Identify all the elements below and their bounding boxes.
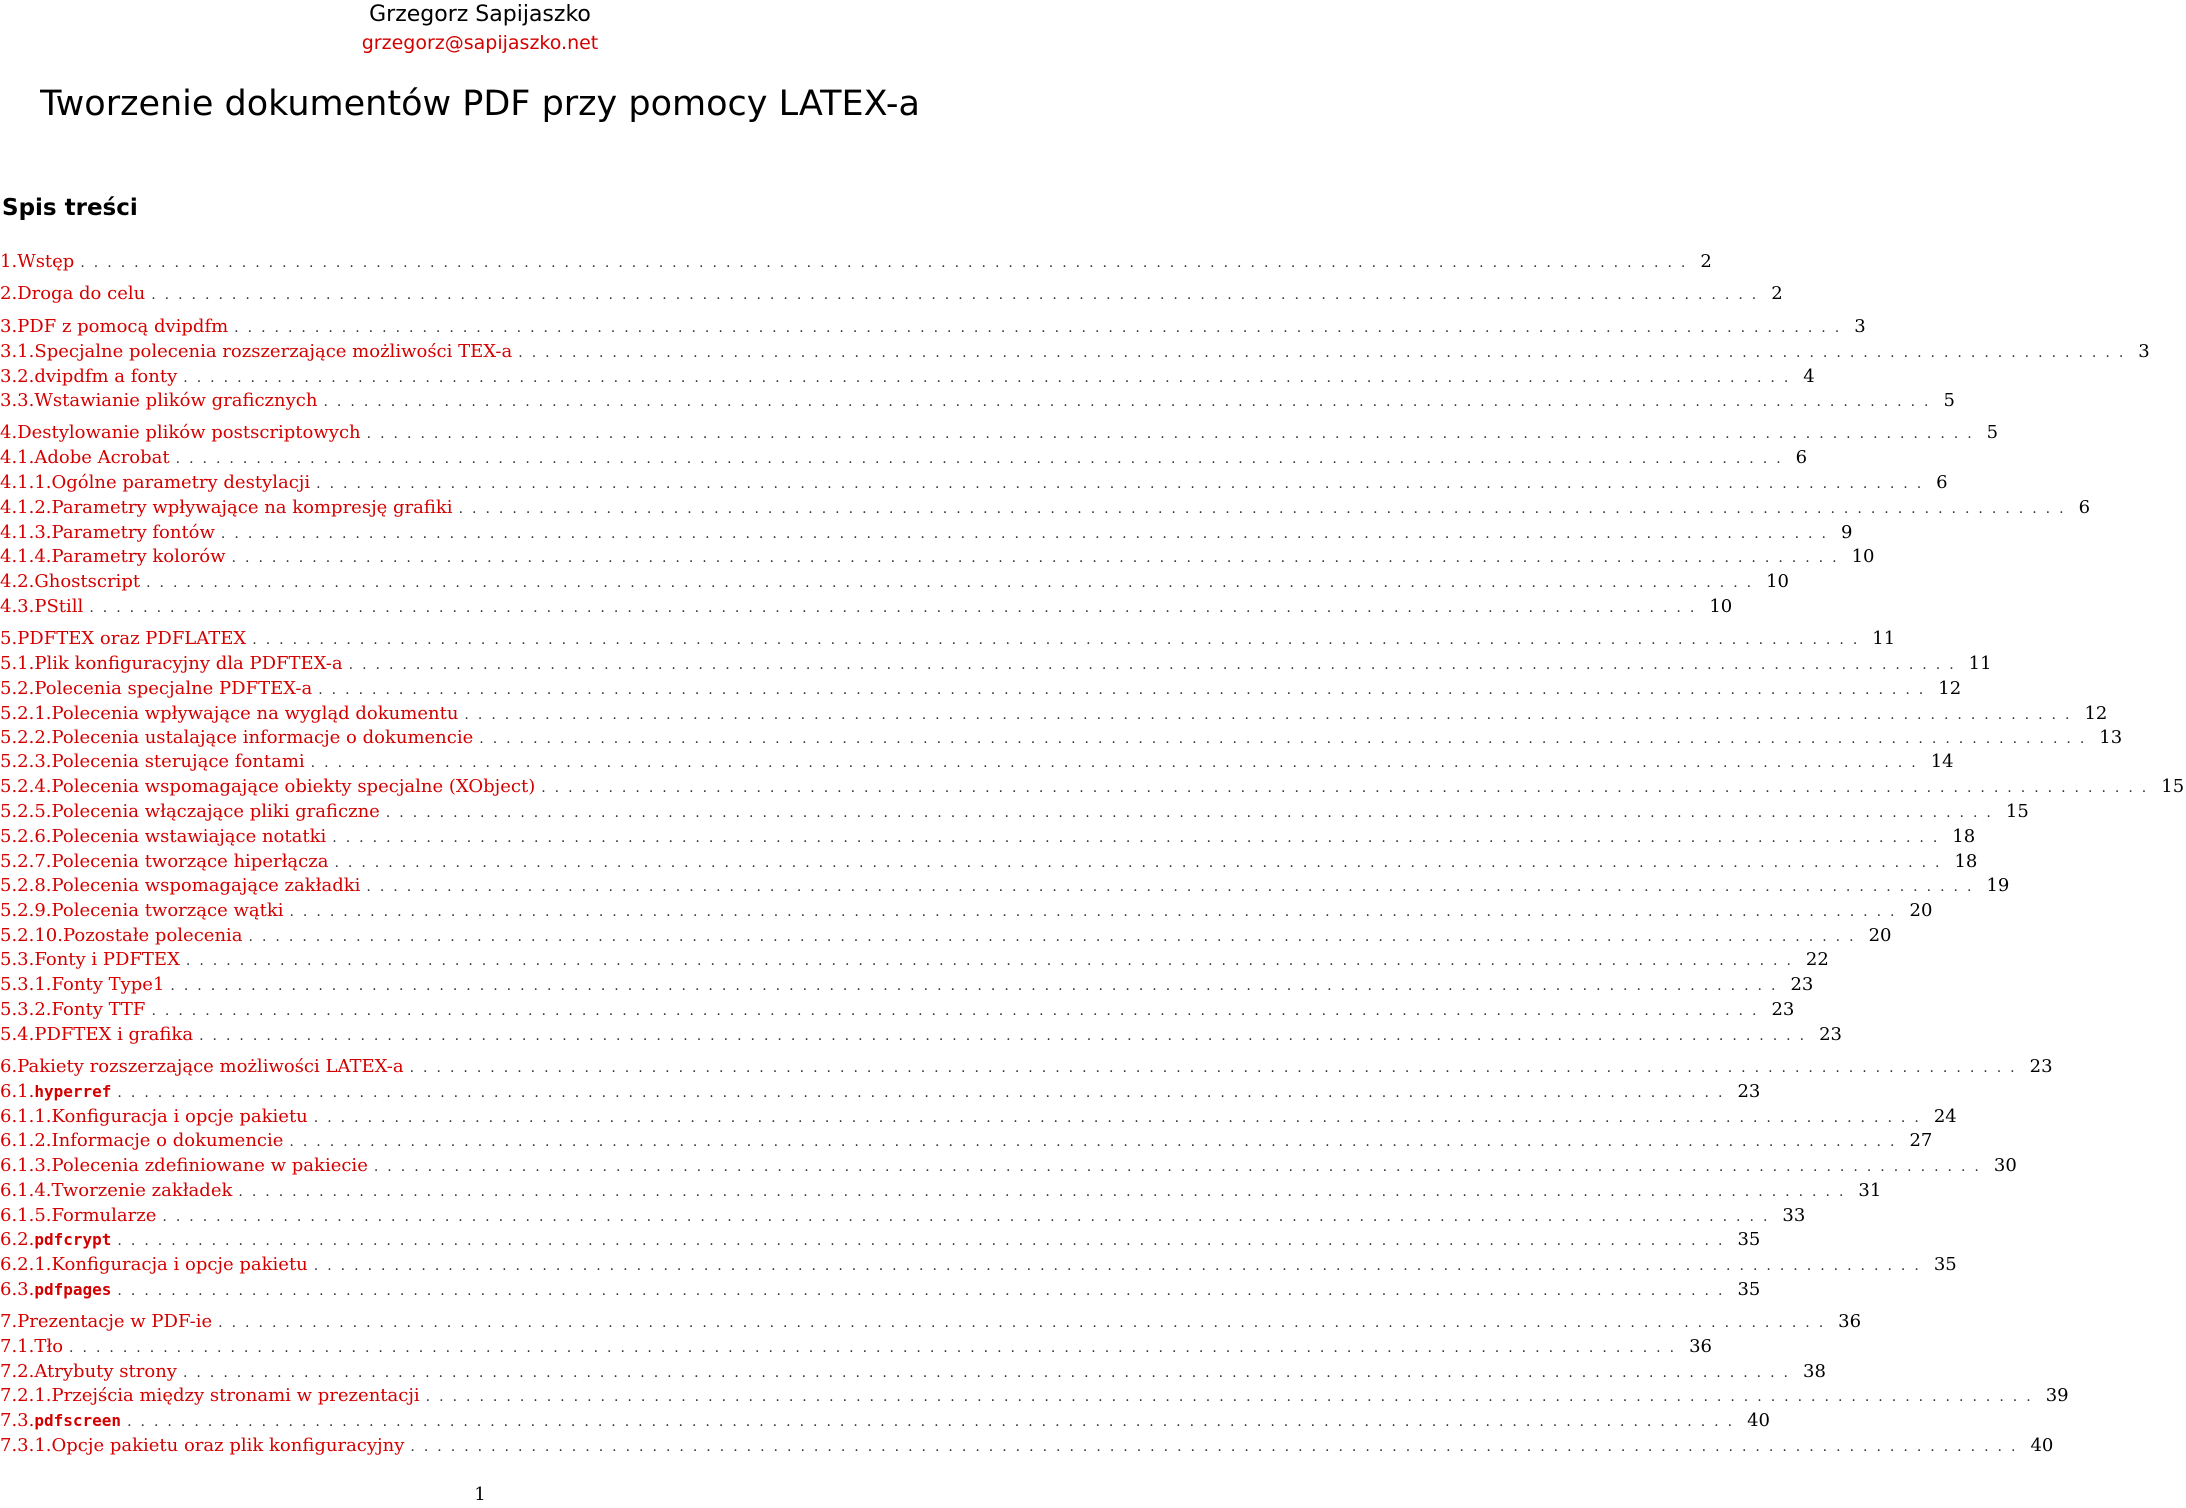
- toc-entry[interactable]: [0, 1179, 1882, 1203]
- toc-leader-dots: ........................................................................................................................: [234, 320, 1849, 336]
- toc-entry-number[interactable]: 5.2.: [0, 678, 35, 699]
- toc-entry[interactable]: [0, 1080, 1761, 1104]
- toc-entry[interactable]: [0, 545, 1875, 569]
- toc-entry-number[interactable]: 7.: [0, 1311, 18, 1332]
- toc-entry-number[interactable]: 3.3.: [0, 390, 35, 411]
- toc-leader-dots: ........................................................................................................................: [117, 1085, 1732, 1101]
- toc-entry[interactable]: [0, 1360, 1826, 1384]
- author-email-link[interactable]: grzegorz@sapijaszko.net: [361, 32, 599, 54]
- toc-leader-dots: ........................................................................................................................: [175, 451, 1790, 467]
- toc-leader-dots: ........................................................................................................................: [151, 1003, 1766, 1019]
- toc-entry-number[interactable]: 5.3.: [0, 949, 35, 970]
- toc-entry-title[interactable]: Polecenia wspomagające zakładki: [51, 875, 361, 896]
- toc-leader-dots: ........................................................................................................................: [518, 345, 2133, 361]
- toc-entry-title[interactable]: Parametry wpływające na kompresję grafiki: [51, 497, 453, 518]
- toc-entry-page[interactable]: 22: [1805, 949, 1829, 970]
- toc-entry-number[interactable]: 3.: [0, 316, 18, 337]
- toc-leader-dots: ........................................................................................................................: [479, 731, 2094, 747]
- toc-entry-number[interactable]: 7.3.: [0, 1410, 35, 1431]
- toc-entry-page[interactable]: 5: [1943, 390, 1955, 411]
- toc-entry-page[interactable]: 13: [2099, 727, 2123, 748]
- toc-entry-title[interactable]: pdfcrypt: [34, 1230, 112, 1249]
- toc-entry[interactable]: [0, 496, 2091, 520]
- toc-entry[interactable]: [0, 1384, 2069, 1408]
- toc-entry-page[interactable]: 23: [1737, 1081, 1761, 1102]
- toc-leader-dots: ........................................................................................................................: [464, 707, 2079, 723]
- toc-leader-dots: ........................................................................................................................: [409, 1060, 2024, 1076]
- toc-entry-number[interactable]: 6.1.1.: [0, 1106, 52, 1127]
- toc-entry[interactable]: [0, 365, 1815, 389]
- toc-entry-number[interactable]: 3.2.: [0, 366, 35, 387]
- page-number: 1: [474, 1484, 486, 1505]
- toc-entry-number[interactable]: 6.1.5.: [0, 1205, 52, 1226]
- toc-entry[interactable]: [0, 1023, 1842, 1047]
- toc-entry-page[interactable]: 10: [1709, 596, 1733, 617]
- toc-entry-title[interactable]: Polecenia wstawiające notatki: [51, 826, 327, 847]
- toc-entry-page[interactable]: 20: [1868, 925, 1892, 946]
- toc-entry-title[interactable]: Destylowanie plików postscriptowych: [17, 422, 361, 443]
- toc-entry-number[interactable]: 2.: [0, 283, 18, 304]
- toc-entry-page[interactable]: 11: [1968, 653, 1992, 674]
- toc-entry-title[interactable]: Polecenia wpływające na wygląd dokumentu: [51, 703, 459, 724]
- toc-entry-number[interactable]: 6.1.: [0, 1081, 35, 1102]
- toc-entry[interactable]: [0, 726, 2123, 750]
- toc-entry-number[interactable]: 5.2.5.: [0, 801, 52, 822]
- toc-leader-dots: ........................................................................................................................: [248, 929, 1863, 945]
- toc-leader-dots: ........................................................................................................................: [238, 1184, 1853, 1200]
- toc-entry-page[interactable]: 12: [1938, 678, 1962, 699]
- toc-entry-page[interactable]: 40: [1747, 1410, 1770, 1431]
- toc-entry[interactable]: [0, 825, 1976, 849]
- toc-entry[interactable]: [0, 973, 1814, 997]
- toc-entry-number[interactable]: 5.2.8.: [0, 875, 52, 896]
- toc-entry-page[interactable]: 10: [1766, 571, 1790, 592]
- toc-leader-dots: ........................................................................................................................: [127, 1414, 1742, 1430]
- toc-entry[interactable]: [0, 1434, 2054, 1458]
- author-name: Grzegorz Sapijaszko: [369, 2, 591, 27]
- toc-entry-page[interactable]: 5: [1986, 422, 1999, 443]
- toc-leader-dots: ........................................................................................................................: [170, 978, 1785, 994]
- toc-leader-dots: ........................................................................................................................: [117, 1233, 1732, 1249]
- toc-entry-number[interactable]: 5.2.7.: [0, 851, 52, 872]
- toc-leader-dots: ........................................................................................................................: [289, 904, 1904, 920]
- toc-entry-title[interactable]: Polecenia tworzące wątki: [51, 900, 284, 921]
- toc-leader-dots: ........................................................................................................................: [334, 855, 1949, 871]
- toc-entry-title[interactable]: Fonty Type1: [51, 974, 165, 995]
- toc-entry-page[interactable]: 10: [1851, 546, 1875, 567]
- toc-entry-number[interactable]: 6.3.: [0, 1279, 35, 1300]
- toc-leader-dots: ........................................................................................................................: [366, 879, 1981, 895]
- toc-entry-page[interactable]: 15: [2161, 776, 2185, 797]
- toc-entry[interactable]: [0, 340, 2150, 364]
- toc-entry-number[interactable]: 5.2.1.: [0, 703, 52, 724]
- toc-leader-dots: ........................................................................................................................: [151, 287, 1766, 303]
- toc-entry[interactable]: [0, 998, 1795, 1022]
- toc-entry-number[interactable]: 5.2.6.: [0, 826, 52, 847]
- toc-entry-page[interactable]: 11: [1872, 628, 1896, 649]
- toc-entry-number[interactable]: 4.1.2.: [0, 497, 52, 518]
- toc-entry-number[interactable]: 4.1.3.: [0, 522, 52, 543]
- toc-entry-number[interactable]: 6.1.4.: [0, 1180, 52, 1201]
- toc-entry-page[interactable]: 30: [1993, 1155, 2017, 1176]
- toc-leader-dots: ........................................................................................................................: [310, 755, 1925, 771]
- toc-leader-dots: ........................................................................................................................: [410, 1439, 2025, 1455]
- toc-entry-page[interactable]: 2: [1700, 251, 1712, 272]
- toc-entry-page[interactable]: 38: [1803, 1361, 1826, 1382]
- toc-entry[interactable]: [0, 702, 2108, 726]
- toc-entry-title[interactable]: PStill: [34, 596, 84, 617]
- toc-entry-title[interactable]: Polecenia sterujące fontami: [51, 751, 305, 772]
- toc-entry-number[interactable]: 4.1.1.: [0, 472, 52, 493]
- toc-entry[interactable]: [0, 750, 1954, 774]
- toc-leader-dots: ........................................................................................................................: [162, 1209, 1777, 1225]
- toc-entry-title[interactable]: Wstęp: [17, 251, 75, 272]
- toc-entry[interactable]: [0, 250, 1712, 274]
- toc-entry-number[interactable]: 4.3.: [0, 596, 35, 617]
- toc-entry[interactable]: [0, 677, 1962, 701]
- toc-entry-title[interactable]: Droga do celu: [17, 283, 146, 304]
- toc-entry[interactable]: [0, 595, 1733, 619]
- toc-entry[interactable]: [0, 1335, 1712, 1359]
- toc-entry-title[interactable]: Polecenia zdefiniowane w pakiecie: [51, 1155, 368, 1176]
- toc-entry-title[interactable]: Polecenia specjalne PDFTEX-a: [34, 678, 313, 699]
- toc-entry-title[interactable]: Formularze: [51, 1205, 157, 1226]
- toc-entry-page[interactable]: 6: [1795, 447, 1808, 468]
- toc-entry-title[interactable]: Pakiety rozszerzające możliwości LATEX-a: [17, 1056, 404, 1077]
- toc-entry-number[interactable]: 5.2.10.: [0, 925, 63, 946]
- toc-entry-page[interactable]: 31: [1858, 1180, 1882, 1201]
- toc-entry[interactable]: [0, 1228, 1761, 1252]
- toc-entry-page[interactable]: 36: [1838, 1311, 1862, 1332]
- toc-entry-title[interactable]: Fonty i PDFTEX: [34, 949, 180, 970]
- toc-entry[interactable]: [0, 1253, 1957, 1277]
- toc-entry-page[interactable]: 33: [1782, 1205, 1806, 1226]
- toc-leader-dots: ........................................................................................................................: [316, 476, 1931, 492]
- toc-entry-number[interactable]: 5.2.2.: [0, 727, 52, 748]
- toc-entry-title[interactable]: Wstawianie plików graficznych: [34, 390, 318, 411]
- toc-entry-title[interactable]: Ogólne parametry destylacji: [51, 472, 311, 493]
- toc-entry-number[interactable]: 4.2.: [0, 571, 35, 592]
- toc-entry-page[interactable]: 35: [1933, 1254, 1957, 1275]
- toc-leader-dots: ........................................................................................................................: [220, 526, 1835, 542]
- toc-entry-title[interactable]: Fonty TTF: [51, 999, 146, 1020]
- toc-entry-number[interactable]: 5.1.: [0, 653, 35, 674]
- toc-entry-page[interactable]: 23: [1790, 974, 1814, 995]
- document-title: Tworzenie dokumentów PDF przy pomocy LATEX-a: [40, 84, 920, 124]
- toc-entry-number[interactable]: 7.2.: [0, 1361, 35, 1382]
- toc-entry[interactable]: [0, 1129, 1933, 1153]
- toc-entry-number[interactable]: 5.2.9.: [0, 900, 52, 921]
- toc-entry-title[interactable]: Polecenia ustalające informacje o dokumencie: [51, 727, 474, 748]
- toc-entry-page[interactable]: 6: [1936, 472, 1948, 493]
- toc-entry-title[interactable]: Prezentacje w PDF-ie: [17, 1311, 213, 1332]
- toc-entry-page[interactable]: 2: [1771, 283, 1783, 304]
- toc-entry-number[interactable]: 7.1.: [0, 1336, 35, 1357]
- toc-entry[interactable]: [0, 1055, 2053, 1079]
- toc-entry-title[interactable]: Konfiguracja i opcje pakietu: [51, 1106, 308, 1127]
- toc-entry-page[interactable]: 36: [1689, 1336, 1712, 1357]
- toc-entry-title[interactable]: PDFTEX i grafika: [34, 1024, 194, 1045]
- toc-entry-title[interactable]: Parametry kolorów: [51, 546, 226, 567]
- toc-entry-page[interactable]: 39: [2045, 1385, 2069, 1406]
- toc-entry-title[interactable]: PDF z pomocą dvipdfm: [17, 316, 229, 337]
- toc-entry-page[interactable]: 18: [1952, 826, 1976, 847]
- toc-entry-page[interactable]: 3: [2138, 341, 2150, 362]
- toc-entry[interactable]: [0, 1310, 1862, 1334]
- toc-leader-dots: ........................................................................................................................: [183, 370, 1798, 386]
- toc-entry-title[interactable]: Polecenia wspomagające obiekty specjalne (XObject): [51, 776, 536, 797]
- toc-entry[interactable]: [0, 521, 1853, 545]
- toc-entry-title[interactable]: Polecenia włączające pliki graficzne: [51, 801, 380, 822]
- toc-entry-page[interactable]: 19: [1986, 875, 2010, 896]
- toc-entry-page[interactable]: 23: [1771, 999, 1795, 1020]
- toc-entry-page[interactable]: 3: [1854, 316, 1866, 337]
- toc-entry-title[interactable]: pdfscreen: [34, 1411, 122, 1430]
- toc-entry-number[interactable]: 7.2.1.: [0, 1385, 52, 1406]
- toc-entry-number[interactable]: 5.3.2.: [0, 999, 52, 1020]
- toc-leader-dots: ........................................................................................................................: [458, 501, 2073, 517]
- toc-entry-page[interactable]: 9: [1840, 522, 1853, 543]
- toc-entry[interactable]: [0, 471, 1948, 495]
- toc-entry-number[interactable]: 1.: [0, 251, 18, 272]
- toc-leader-dots: ........................................................................................................................: [89, 600, 1704, 616]
- toc-entry[interactable]: [0, 652, 1992, 676]
- toc-entry-number[interactable]: 5.2.4.: [0, 776, 52, 797]
- toc-leader-dots: ........................................................................................................................: [313, 1258, 1928, 1274]
- toc-entry-number[interactable]: 5.: [0, 628, 18, 649]
- toc-leader-dots: ........................................................................................................................: [313, 1110, 1928, 1126]
- toc-entry-title[interactable]: Ghostscript: [34, 571, 141, 592]
- toc-entry[interactable]: [0, 627, 1896, 651]
- toc-entry[interactable]: [0, 446, 1808, 470]
- toc-entry-title[interactable]: Parametry fontów: [51, 522, 215, 543]
- toc-entry[interactable]: [0, 1105, 1957, 1129]
- toc-leader-dots: ........................................................................................................................: [373, 1159, 1988, 1175]
- toc-leader-dots: ........................................................................................................................: [182, 1365, 1797, 1381]
- toc-entry-number[interactable]: 5.3.1.: [0, 974, 52, 995]
- toc-entry[interactable]: [0, 570, 1790, 594]
- toc-entry-title[interactable]: Adobe Acrobat: [34, 447, 170, 468]
- toc-entry-page[interactable]: 40: [2030, 1435, 2054, 1456]
- toc-leader-dots: ........................................................................................................................: [318, 682, 1933, 698]
- toc-entry-title[interactable]: Opcje pakietu oraz plik konfiguracyjny: [51, 1435, 405, 1456]
- toc-leader-dots: ........................................................................................................................: [252, 632, 1867, 648]
- toc-entry[interactable]: [0, 775, 2185, 799]
- toc-leader-dots: ........................................................................................................................: [541, 780, 2156, 796]
- toc-entry-title[interactable]: Plik konfiguracyjny dla PDFTEX-a: [34, 653, 343, 674]
- toc-entry-title[interactable]: pdfpages: [34, 1280, 112, 1299]
- toc-entry[interactable]: [0, 1154, 2017, 1178]
- toc-leader-dots: ........................................................................................................................: [385, 805, 2000, 821]
- toc-entry[interactable]: [0, 1278, 1761, 1302]
- toc-entry[interactable]: [0, 800, 2029, 824]
- toc-entry-page[interactable]: 23: [1819, 1024, 1842, 1045]
- toc-entry-number[interactable]: 6.1.2.: [0, 1130, 52, 1151]
- toc-entry-title[interactable]: Tło: [34, 1336, 64, 1357]
- toc-entry-number[interactable]: 5.2.3.: [0, 751, 52, 772]
- toc-entry-title[interactable]: Specjalne polecenia rozszerzające możliwości TEX-a: [34, 341, 513, 362]
- toc-entry-number[interactable]: 6.2.: [0, 1229, 35, 1250]
- toc-entry-page[interactable]: 14: [1930, 751, 1954, 772]
- toc-entry-page[interactable]: 20: [1909, 900, 1933, 921]
- toc-entry-page[interactable]: 27: [1909, 1130, 1933, 1151]
- toc-leader-dots: ........................................................................................................................: [199, 1028, 1814, 1044]
- toc-entry-number[interactable]: 3.1.: [0, 341, 35, 362]
- toc-entry[interactable]: [0, 282, 1783, 306]
- toc-entry-title[interactable]: hyperref: [34, 1082, 112, 1101]
- toc-leader-dots: ........................................................................................................................: [185, 953, 1800, 969]
- toc-entry-title[interactable]: Atrybuty strony: [34, 1361, 177, 1382]
- toc-entry[interactable]: [0, 899, 1933, 923]
- toc-leader-dots: ........................................................................................................................: [231, 550, 1846, 566]
- toc-entry[interactable]: [0, 315, 1866, 339]
- toc-entry-number[interactable]: 6.2.1.: [0, 1254, 52, 1275]
- toc-leader-dots: ........................................................................................................................: [323, 394, 1938, 410]
- toc-entry-title[interactable]: Pozostałe polecenia: [62, 925, 243, 946]
- toc-leader-dots: ........................................................................................................................: [332, 830, 1947, 846]
- toc-entry-number[interactable]: 4.: [0, 422, 18, 443]
- toc-entry-title[interactable]: Informacje o dokumencie: [51, 1130, 284, 1151]
- toc-entry-page[interactable]: 23: [2029, 1056, 2053, 1077]
- toc-entry-title[interactable]: Polecenia tworzące hiperłącza: [51, 851, 329, 872]
- toc-entry-page[interactable]: 18: [1954, 851, 1978, 872]
- toc-leader-dots: ........................................................................................................................: [348, 657, 1963, 673]
- toc-entry[interactable]: [0, 1409, 1770, 1433]
- toc-entry-title[interactable]: dvipdfm a fonty: [34, 366, 178, 387]
- toc-entry-page[interactable]: 15: [2005, 801, 2029, 822]
- toc-leader-dots: ........................................................................................................................: [69, 1340, 1684, 1356]
- toc-entry[interactable]: [0, 389, 1955, 413]
- toc-leader-dots: ........................................................................................................................: [425, 1389, 2040, 1405]
- toc-entry[interactable]: [0, 948, 1829, 972]
- toc-entry-title[interactable]: PDFTEX oraz PDFLATEX: [17, 628, 247, 649]
- toc-entry-page[interactable]: 24: [1933, 1106, 1957, 1127]
- toc-entry-number[interactable]: 6.: [0, 1056, 18, 1077]
- toc-entry-number[interactable]: 6.1.3.: [0, 1155, 52, 1176]
- toc-entry[interactable]: [0, 924, 1892, 948]
- toc-entry-page[interactable]: 12: [2084, 703, 2108, 724]
- toc-leader-dots: ........................................................................................................................: [289, 1134, 1904, 1150]
- toc-entry-number[interactable]: 7.3.1.: [0, 1435, 52, 1456]
- toc-leader-dots: ........................................................................................................................: [117, 1283, 1732, 1299]
- toc-entry-number[interactable]: 4.1.4.: [0, 546, 52, 567]
- toc-entry[interactable]: [0, 1204, 1806, 1228]
- toc-entry[interactable]: [0, 850, 1978, 874]
- toc-entry-title[interactable]: Konfiguracja i opcje pakietu: [51, 1254, 308, 1275]
- toc-entry-title[interactable]: Tworzenie zakładek: [51, 1180, 233, 1201]
- toc-entry[interactable]: [0, 874, 2010, 898]
- toc-entry-page[interactable]: 35: [1737, 1279, 1761, 1300]
- toc-leader-dots: ........................................................................................................................: [218, 1315, 1833, 1331]
- toc-entry-page[interactable]: 6: [2078, 497, 2091, 518]
- toc-entry-page[interactable]: 4: [1803, 366, 1815, 387]
- toc-entry-number[interactable]: 4.1.: [0, 447, 35, 468]
- toc-heading: Spis treści: [2, 195, 138, 221]
- toc-entry-page[interactable]: 35: [1737, 1229, 1761, 1250]
- toc-leader-dots: ........................................................................................................................: [80, 255, 1695, 271]
- toc-leader-dots: ........................................................................................................................: [366, 426, 1981, 442]
- toc-entry-title[interactable]: Przejścia między stronami w prezentacji: [51, 1385, 420, 1406]
- toc-leader-dots: ........................................................................................................................: [146, 575, 1761, 591]
- toc-entry[interactable]: [0, 421, 1999, 445]
- toc-entry-number[interactable]: 5.4.: [0, 1024, 35, 1045]
